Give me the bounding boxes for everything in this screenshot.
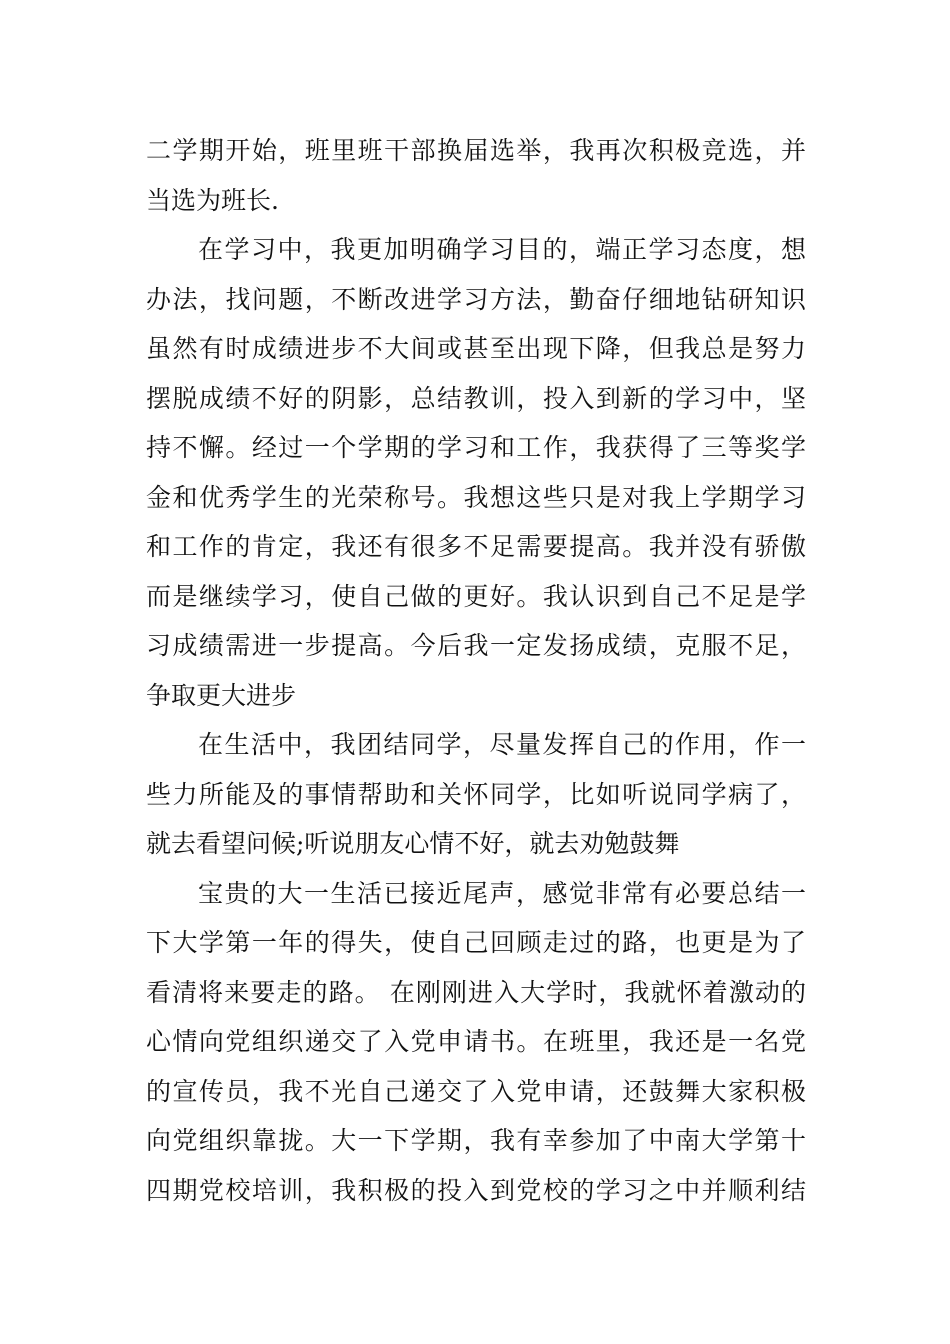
text-line: 虽然有时成绩进步不大间或甚至出现下降，但我总是努力: [146, 334, 806, 363]
text-line: 持不懈。经过一个学期的学习和工作，我获得了三等奖学: [146, 433, 806, 462]
text-line: 就去看望问候;听说朋友心情不好，就去劝勉鼓舞: [146, 829, 680, 858]
text-line: 些力所能及的事情帮助和关怀同学，比如听说同学病了，: [146, 779, 806, 809]
text-line: 习成绩需进一步提高。今后我一定发扬成绩，克服不足，: [146, 631, 806, 660]
text-line: 四期党校培训，我积极的投入到党校的学习之中并顺利结: [146, 1175, 806, 1205]
text-line: 金和优秀学生的光荣称号。我想这些只是对我上学期学习: [146, 482, 806, 512]
text-line: 摆脱成绩不好的阴影，总结教训，投入到新的学习中，坚: [146, 383, 806, 413]
text-line: 办法，找问题，不断改进学习方法，勤奋仔细地钻研知识: [146, 284, 806, 314]
text-line: 当选为班长.: [146, 185, 279, 215]
text-line: 向党组织靠拢。大一下学期，我有幸参加了中南大学第十: [146, 1126, 806, 1155]
document-body: [146, 126, 806, 1215]
text-line: 而是继续学习，使自己做的更好。我认识到自己不足是学: [146, 581, 806, 611]
text-line: 看清将来要走的路。 在刚刚进入大学时，我就怀着激动的: [146, 977, 806, 1007]
text-line: 下大学第一年的得失，使自己回顾走过的路，也更是为了: [146, 928, 806, 957]
text-line: 在学习中，我更加明确学习目的，端正学习态度，想: [198, 235, 806, 264]
text-line: 的宣传员，我不光自己递交了入党申请，还鼓舞大家积极: [146, 1076, 806, 1106]
text-line: 和工作的肯定，我还有很多不足需要提高。我并没有骄傲: [146, 532, 806, 561]
text-line: 二学期开始，班里班干部换届选举，我再次积极竞选，并: [146, 136, 806, 165]
text-line: 在生活中，我团结同学，尽量发挥自己的作用，作一: [198, 730, 806, 759]
text-line: 争取更大进步: [146, 680, 297, 710]
text-line: 心情向党组织递交了入党申请书。在班里，我还是一名党: [146, 1027, 806, 1056]
text-line: 宝贵的大一生活已接近尾声，感觉非常有必要总结一: [198, 878, 806, 908]
